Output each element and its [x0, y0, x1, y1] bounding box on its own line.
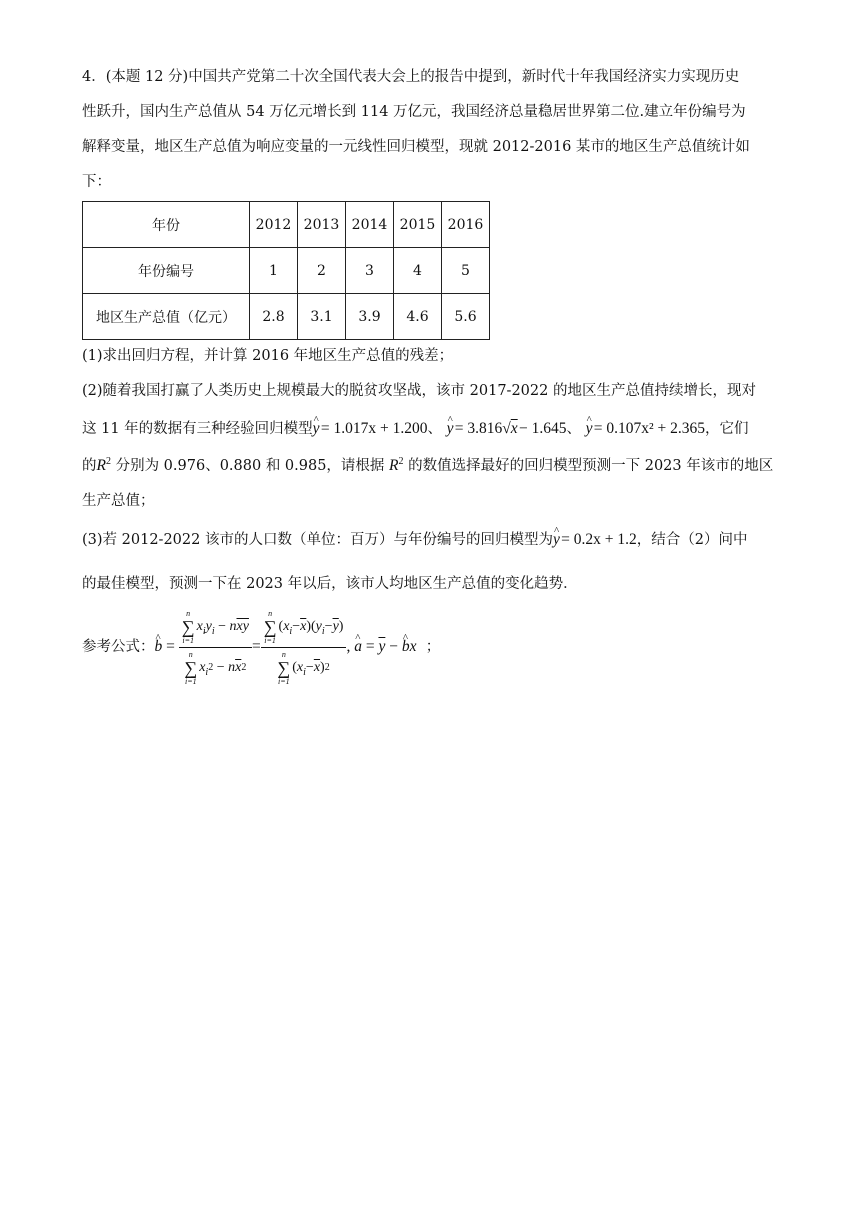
- row-code-label: 年份编号: [83, 248, 250, 294]
- question-3-line-2: 的最佳模型，预测一下在 2023 年以后，该市人均地区生产总值的变化趋势．: [82, 576, 578, 592]
- question-1: (1)求出回归方程，并计算 2016 年地区生产总值的残差；: [82, 348, 454, 364]
- reference-label: 参考公式：: [82, 639, 155, 655]
- table-cell: 5: [442, 248, 490, 294]
- question-2-line-4: 生产总值；: [82, 493, 155, 509]
- question-2-line-1: (2)随着我国打赢了人类历史上规模最大的脱贫攻坚战，该市 2017-2022 的地区生产总值持续增长，现对: [82, 383, 756, 399]
- question-3-line-1: (3)若 2012-2022 该市的人口数（单位：百万）与年份编号的回归模型为^ y = 0.2x + 1.2，结合（2）问中: [82, 530, 800, 550]
- table-row: [83, 202, 490, 248]
- table-cell: 2016: [442, 202, 490, 248]
- table-cell: 2013: [298, 202, 346, 248]
- gdp-table: [82, 201, 490, 340]
- model-2: ^ y = 3.816√x − 1.645: [447, 420, 567, 437]
- table-cell: 3: [346, 248, 394, 294]
- table-cell: 2.8: [250, 294, 298, 340]
- table-cell: 2015: [394, 202, 442, 248]
- table-cell: 4: [394, 248, 442, 294]
- table-cell: 2012: [250, 202, 298, 248]
- reference-formula: 参考公式： ^ b = n ∑ i=1 $x_iy_i$ − n $\overline{xy}$ n ∑ i=1 $x_i$ 2 − n $\overline{x}$ 2 = n ∑ i=1 ( $x_i$ − $\overline{x}$ )( $y_i$ − $\overline{y}$ ) n ∑ i=1 ( $x_i$ − $\overline{x}$ ) 2 , ^ a = $\overline{y}$ − ^ b x ；: [82, 612, 800, 682]
- table-cell: 2014: [346, 202, 394, 248]
- table-row: [83, 294, 490, 340]
- table-cell: 4.6: [394, 294, 442, 340]
- table-cell: 3.9: [346, 294, 394, 340]
- model-1: ^ y = 1.017x + 1.200: [313, 420, 428, 437]
- question-2-line-3: 的$R^2$ 分别为 0.976、0.880 和 0.985，请根据 $R^2$ 的数值选择最好的回归模型预测一下 2023 年该市的地区: [82, 455, 774, 474]
- intro-line-2: 性跃升，国内生产总值从 54 万亿元增长到 114 万亿元，我国经济总量稳居世界第二位.建立年份编号为: [82, 104, 746, 120]
- table-cell: 5.6: [442, 294, 490, 340]
- population-model: ^ y = 0.2x + 1.2: [553, 531, 637, 548]
- table-cell: 1: [250, 248, 298, 294]
- question-2-line-2: 这 11 年的数据有三种经验回归模型^ y = 1.017x + 1.200、 ^ y = 3.816√x − 1.645、 ^ y = 0.107x² + 2.365，它们: [82, 419, 800, 439]
- intro-line-3: 解释变量，地区生产总值为响应变量的一元线性回归模型，现就 2012-2016 某市的地区生产总值统计如: [82, 139, 750, 155]
- model-3: ^ y = 0.107x² + 2.365: [586, 420, 705, 437]
- table-row: [83, 248, 490, 294]
- formula-b-hat: ^ b = n ∑ i=1 $x_iy_i$ − n $\overline{xy}$ n ∑ i=1 $x_i$ 2 − n $\overline{x}$ 2 = n ∑ i=1 ( $x_i$ − $\overline{x}$ )( $y_i$ − $\overline{y}$ ) n ∑ i=1 ( $x_i$ − $\overline{x}$ ) 2 , ^ a = $\overline{y}$ − ^ b x: [155, 609, 417, 686]
- table-cell: 2: [298, 248, 346, 294]
- table-cell: 3.1: [298, 294, 346, 340]
- intro-line-4: 下：: [82, 174, 111, 190]
- row-gdp-label: 地区生产总值（亿元）: [83, 294, 250, 340]
- row-year-label: 年份: [83, 202, 250, 248]
- intro-line-1: 4．(本题 12 分)中国共产党第二十次全国代表大会上的报告中提到，新时代十年我国经济实力实现历史: [82, 69, 740, 85]
